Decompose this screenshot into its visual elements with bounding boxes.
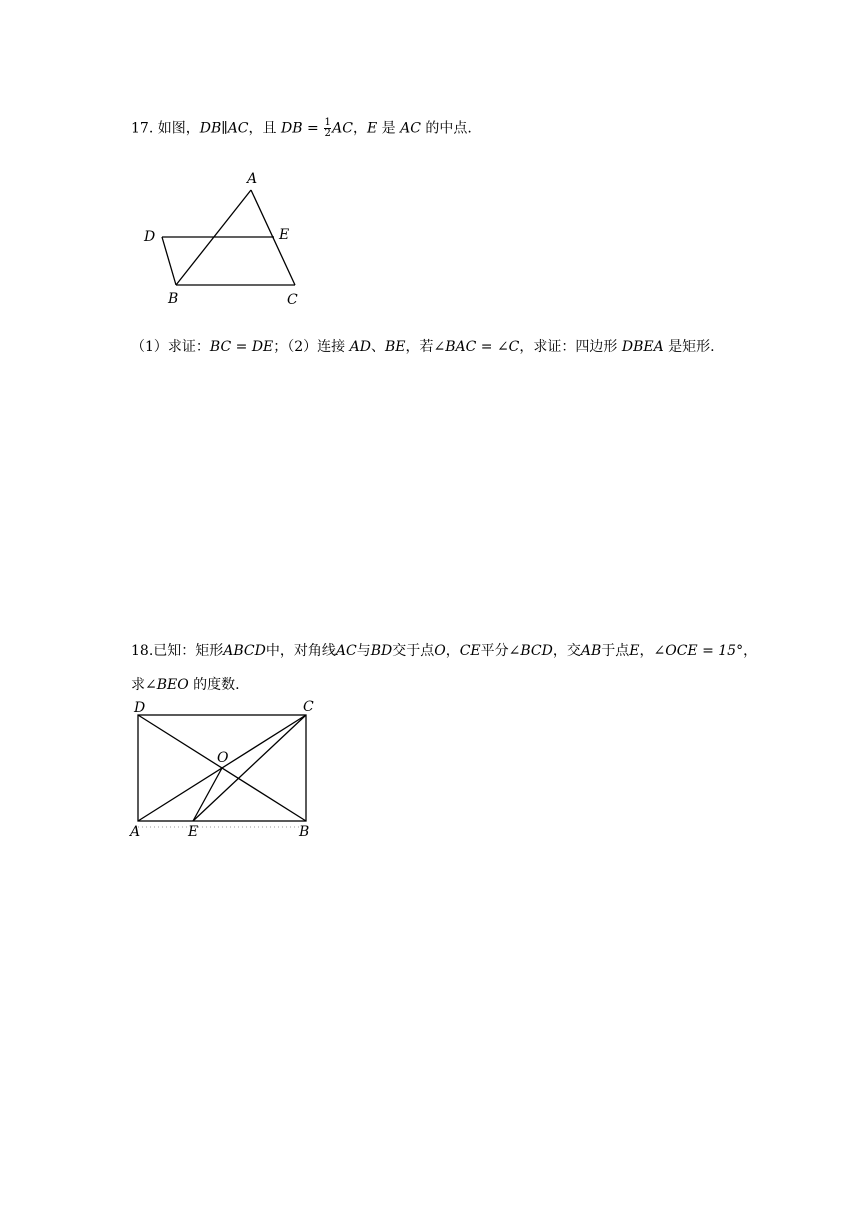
segment-CE bbox=[193, 715, 306, 821]
label-A: A bbox=[130, 824, 141, 840]
label-D: D bbox=[134, 700, 146, 716]
label-B: B bbox=[168, 291, 179, 307]
label-D: D bbox=[144, 229, 156, 245]
fraction-one-half: $\frac{1}{2}$ bbox=[324, 117, 331, 139]
segment-EO bbox=[193, 768, 222, 821]
label-A: A bbox=[247, 171, 258, 187]
q17-statement: 17. 如图，DB∥AC，且 DB = $\frac{1}{2}$ AC，E 是 AC 的中点. bbox=[131, 117, 472, 139]
label-C: C bbox=[287, 292, 298, 308]
q18-statement: 18.已知：矩形ABCD中，对角线AC与BD交于点O，CE平分∠BCD，交AB于点E，∠OCE = 15°， bbox=[131, 643, 758, 659]
q17-parts: （1）求证：BC = DE；（2）连接 AD、BE，若∠BAC = ∠C，求证：四边形 DBEA 是矩形. bbox=[131, 339, 715, 355]
label-O: O bbox=[217, 750, 229, 766]
label-C: C bbox=[303, 699, 314, 715]
label-E: E bbox=[279, 227, 290, 243]
q17-number: 17. bbox=[131, 120, 154, 137]
q18-figure bbox=[125, 696, 325, 846]
q18-number: 18. bbox=[131, 643, 154, 659]
q18-question: 求∠BEO 的度数. bbox=[131, 677, 240, 693]
label-B: B bbox=[299, 824, 310, 840]
segment-DB bbox=[162, 237, 176, 285]
q17-figure bbox=[135, 165, 335, 315]
label-E: E bbox=[188, 824, 199, 840]
